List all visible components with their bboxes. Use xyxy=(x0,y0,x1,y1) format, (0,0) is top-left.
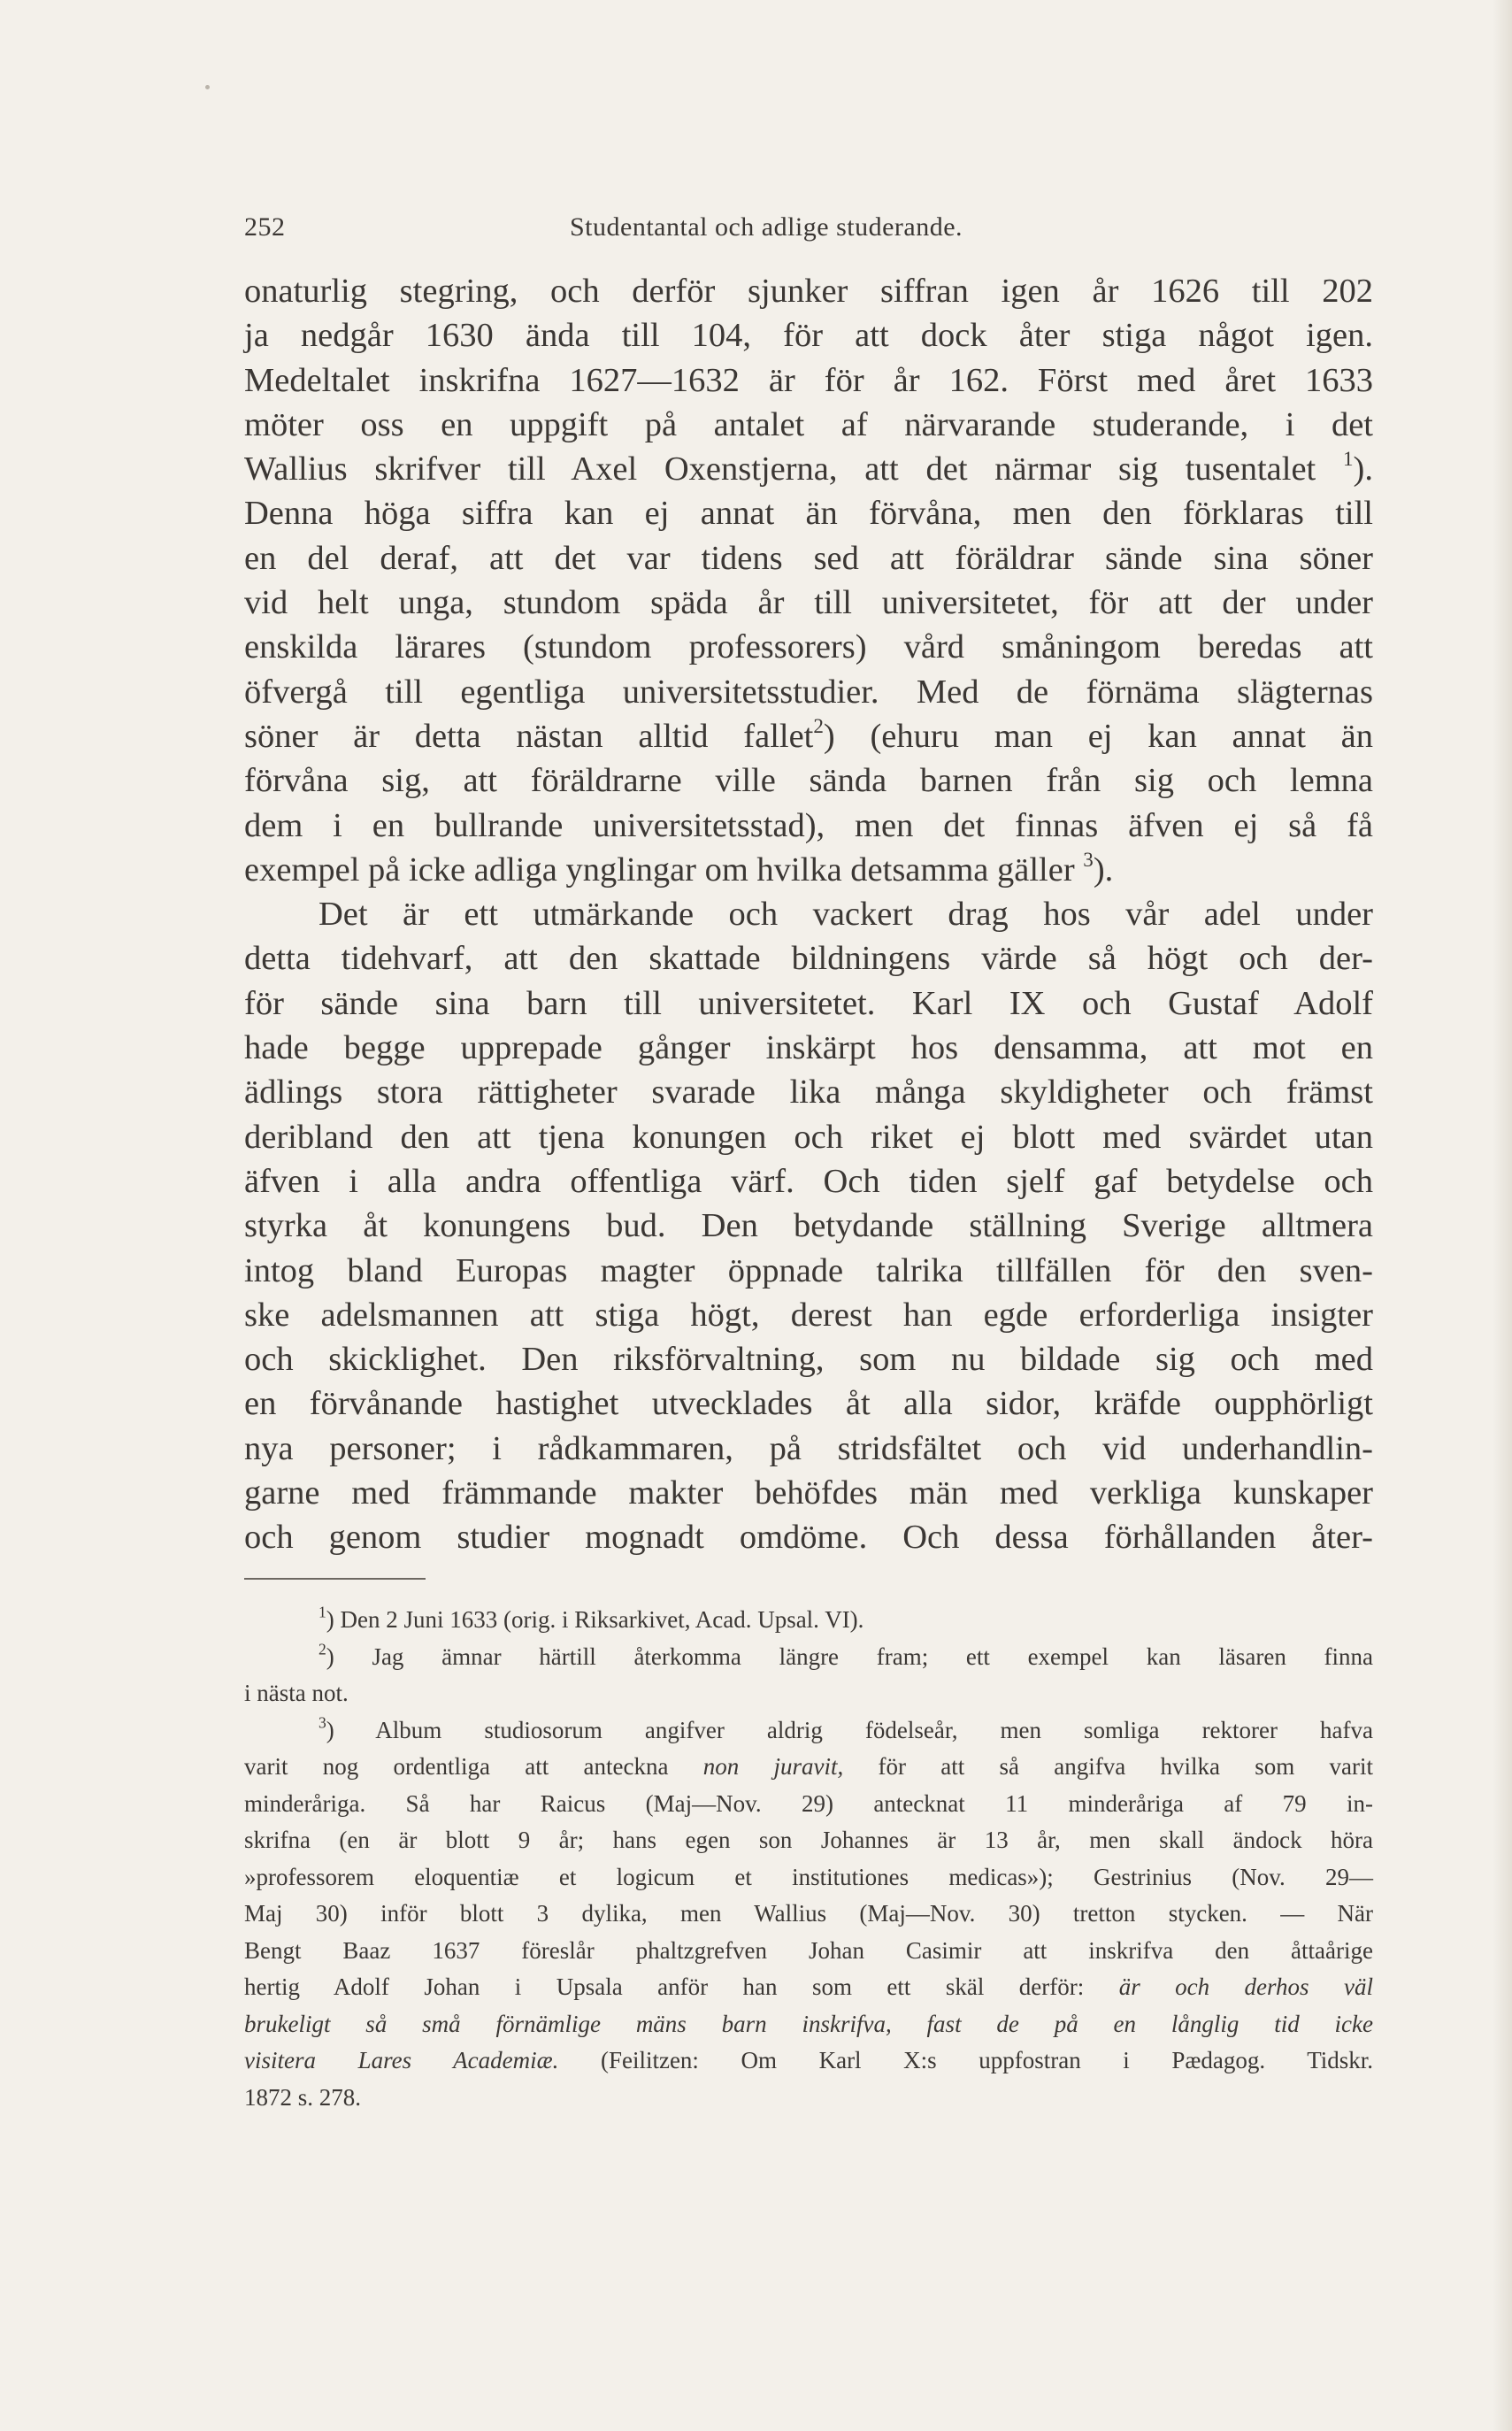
footnote-text: varit nog ordentliga att anteckna xyxy=(244,1753,669,1780)
text-line xyxy=(244,714,1373,758)
text-line: förvåna sig, att föräldrarne ville sända barnen från sig och lemna xyxy=(244,762,1373,800)
text-line: Denna höga siffra kan ej annat än förvåna, men den förklaras till xyxy=(244,495,1373,533)
footnote-ref-1[interactable]: 1 xyxy=(1343,447,1354,471)
footnote-text: (Feilitzen: Om Karl X:s uppfostran i Pædagog. Tidskr. xyxy=(600,2047,1374,2073)
footnote-3 xyxy=(244,1712,1373,1750)
footnote-line xyxy=(244,2006,1373,2043)
footnote-line: i nästa not. xyxy=(244,1680,349,1706)
text-line: öfvergå till egentliga universitetsstudier. Med de förnäma slägternas xyxy=(244,673,1373,711)
text-line: ja nedgår 1630 ända till 104, för att dock åter stiga något igen. xyxy=(244,317,1373,355)
footnote-line xyxy=(244,1749,1373,1786)
text-line: och genom studier mognadt omdöme. Och dessa förhållanden åter- xyxy=(244,1519,1373,1557)
page-header xyxy=(244,212,1373,248)
footnote-1 xyxy=(244,1602,1373,1639)
footnote-line xyxy=(244,1969,1373,2006)
footnotes xyxy=(244,1602,1373,2116)
text-line-tail: ). xyxy=(1093,850,1114,889)
text-line: Det är ett utmärkande och vackert drag hos vår adel under xyxy=(319,896,1373,934)
footnote-line: Maj 30) inför blott 3 dylika, men Wallius (Maj—Nov. 30) tretton stycken. — När xyxy=(244,1900,1373,1927)
text-line: äfven i alla andra offentliga värf. Och tiden sjelf gaf betydelse och xyxy=(244,1162,1373,1200)
text-line-content: söner är detta nästan alltid fallet xyxy=(244,717,814,755)
text-line: en del deraf, att det var tidens sed att föräldrar sände sina söner xyxy=(244,539,1373,577)
main-text xyxy=(244,269,1373,1560)
footnote-text: ) Den 2 Juni 1633 (orig. i Riksarkivet, Acad. Upsal. VI). xyxy=(326,1606,864,1633)
page-edge-shadow xyxy=(1493,0,1512,2431)
text-line xyxy=(244,447,1373,491)
text-line: nya personer; i rådkammaren, på stridsfältet och vid underhandlin- xyxy=(244,1429,1373,1467)
footnote-mark: 3 xyxy=(319,1713,326,1732)
footnote-text: för att så angifva hvilka som varit xyxy=(878,1753,1374,1780)
footnote-text: ) Album studiosorum angifver aldrig födelseår, men somliga rektorer hafva xyxy=(326,1716,1373,1743)
footnote-line: minderåriga. Så har Raicus (Maj—Nov. 29) antecknat 11 minderåriga af 79 in- xyxy=(244,1789,1373,1817)
footnote-divider xyxy=(244,1578,426,1580)
text-line-tail: ) (ehuru man ej kan annat än xyxy=(823,717,1374,755)
text-line xyxy=(244,848,1373,892)
footnote-italic-text: non juravit, xyxy=(702,1753,844,1780)
text-line: onaturlig stegring, och derför sjunker siffran igen år 1626 till 202 xyxy=(244,273,1373,310)
footnote-mark: 2 xyxy=(319,1640,326,1658)
text-line: ske adelsmannen att stiga högt, derest han egde erforderliga insigter xyxy=(244,1296,1373,1334)
footnote-line xyxy=(244,2043,1373,2080)
text-line: för sände sina barn till universitetet. Karl IX och Gustaf Adolf xyxy=(244,984,1373,1022)
footnote-line: skrifna (en är blott 9 år; hans egen son Johannes är 13 år, men skall ändock höra xyxy=(244,1827,1373,1853)
text-line: garne med främmande makter behöfdes män med verkliga kunskaper xyxy=(244,1474,1373,1512)
text-line: Medeltalet inskrifna 1627—1632 är för år 162. Först med året 1633 xyxy=(244,361,1373,399)
text-line: intog bland Europas magter öppnade talrika tillfällen för den sven- xyxy=(244,1251,1373,1289)
footnote-italic-text: visitera Lares Academiæ. xyxy=(244,2047,559,2073)
footnote-ref-2[interactable]: 2 xyxy=(813,713,824,737)
text-line-content: exempel på icke adliga ynglingar om hvilka detsamma gäller xyxy=(244,850,1075,889)
footnote-text: hertig Adolf Johan i Upsala anför han som ett skäl derför: xyxy=(244,1973,1085,2000)
footnote-2 xyxy=(244,1639,1373,1676)
text-line: ädlings stora rättigheter svarade lika många skyldigheter och främst xyxy=(244,1073,1373,1112)
text-line: hade begge upprepade gånger inskärpt hos densamma, att mot en xyxy=(244,1029,1373,1067)
text-line: dem i en bullrande universitetsstad), men det finnas äfven ej så få xyxy=(244,806,1373,844)
text-line: enskilda lärares (stundom professorers) vård småningom beredas att xyxy=(244,628,1373,666)
text-line: och skicklighet. Den riksförvaltning, som nu bildade sig och med xyxy=(244,1341,1373,1379)
text-line: styrka åt konungens bud. Den betydande ställning Sverige alltmera xyxy=(244,1207,1373,1245)
text-line: deribland den att tjena konungen och riket ej blott med svärdet utan xyxy=(244,1118,1373,1156)
running-title: Studentantal och adlige studerande. xyxy=(570,212,963,242)
text-line: möter oss en uppgift på antalet af närvarande studerande, i det xyxy=(244,405,1373,443)
footnote-text: ) Jag ämnar härtill återkomma längre fram; ett exempel kan läsaren finna xyxy=(326,1642,1373,1670)
text-line: detta tidehvarf, att den skattade bildningens värde så högt och der- xyxy=(244,940,1373,978)
text-line: vid helt unga, stundom späda år till universitetet, för att der under xyxy=(244,584,1373,622)
text-line: en förvånande hastighet utvecklades åt alla sidor, kräfde oupphörligt xyxy=(244,1385,1373,1423)
page-number: 252 xyxy=(244,212,286,242)
text-line-content: Wallius skrifver till Axel Oxenstjerna, att det närmar sig tusentalet xyxy=(244,450,1316,489)
footnote-italic-text: är och derhos väl xyxy=(1118,1973,1373,2000)
footnote-line: 1872 s. 278. xyxy=(244,2083,362,2111)
footnote-line: »professorem eloquentiæ et logicum et institutiones medicas»); Gestrinius (Nov. 29— xyxy=(244,1863,1373,1890)
footnote-mark: 1 xyxy=(319,1603,326,1621)
text-line-tail: ). xyxy=(1353,450,1373,489)
footnote-line: Bengt Baaz 1637 föreslår phaltzgrefven Johan Casimir att inskrifva den åttaårige xyxy=(244,1936,1373,1964)
footnote-ref-3[interactable]: 3 xyxy=(1083,847,1094,871)
scan-speck xyxy=(205,85,210,89)
footnote-italic-text: brukeligt så små förnämlige mäns barn inskrifva, fast de på en långlig tid icke xyxy=(244,2010,1373,2037)
